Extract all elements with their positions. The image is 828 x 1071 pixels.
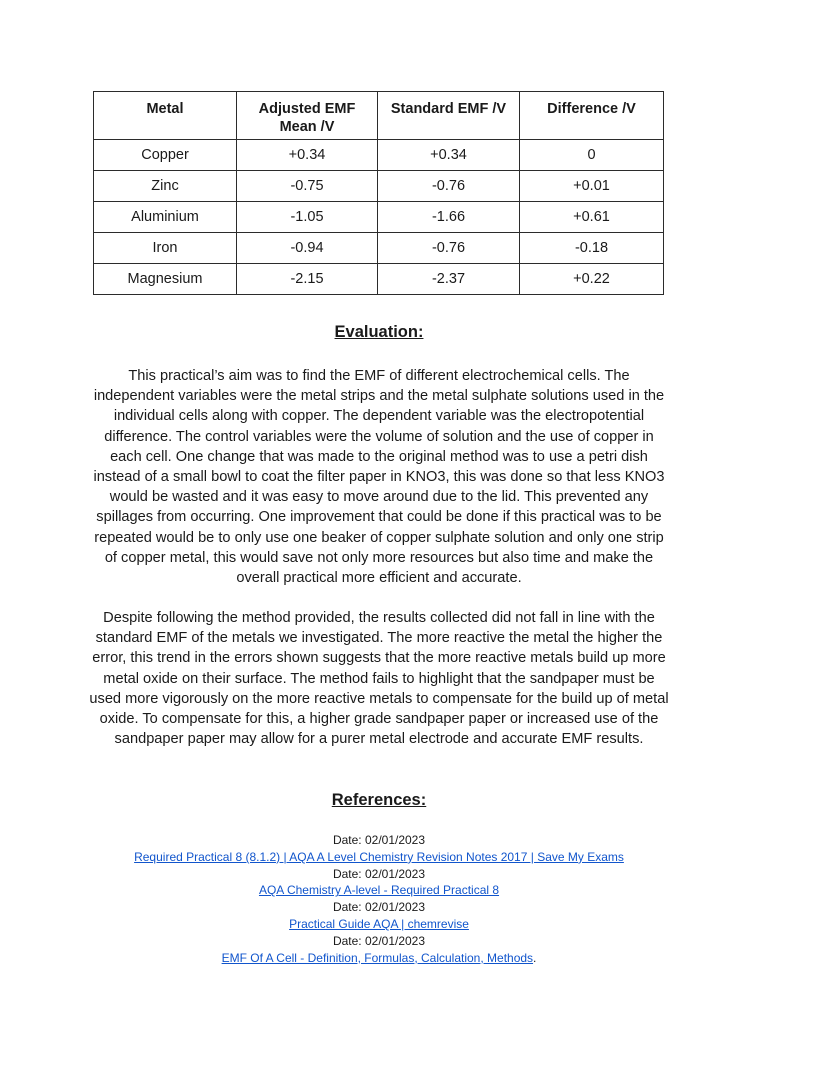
table-row	[94, 233, 664, 264]
reference-link-save-my-exams[interactable]: Required Practical 8 (8.1.2) | AQA A Level Chemistry Revision Notes 2017 | Save My Exams	[134, 849, 624, 864]
cell-adjusted-emf: -0.94	[237, 233, 378, 264]
cell-standard-emf: -0.76	[378, 171, 520, 202]
evaluation-paragraph-1: This practical’s aim was to find the EMF of different electrochemical cells. The independent variables were the metal strips and the metal sulphate solutions used in the individual cells along with copper. The dependent variable was the electropotential difference. The control variables were the volume of solution and the use of copper in each cell. One change that was made to the original method was to use a petri dish instead of a small bowl to coat the filter paper in KNO3, this was done so that less KNO3 would be wasted and it was easy to move around due to the lid. This prevented any spillages from occurring. One improvement that could be done if this practical was to be repeated would be to only use one beaker of copper sulphate solution and only one strip of copper metal, this would save not only more resources but also time and make the overall practical more efficient and accurate.	[93, 368, 665, 587]
header-standard-emf: Standard EMF /V	[378, 92, 520, 140]
cell-adjusted-emf: -2.15	[237, 264, 378, 295]
cell-difference: 0	[520, 140, 664, 171]
cell-adjusted-emf: -0.75	[237, 171, 378, 202]
cell-standard-emf: -0.76	[378, 233, 520, 264]
reference-date: Date: 02/01/2023	[332, 900, 426, 915]
reference-last-line	[0, 950, 758, 967]
evaluation-heading: Evaluation:	[334, 323, 424, 341]
cell-standard-emf: -2.37	[378, 264, 520, 295]
cell-metal: Iron	[94, 233, 237, 264]
cell-difference: +0.22	[520, 264, 664, 295]
reference-date: Date: 02/01/2023	[332, 933, 426, 948]
cell-metal: Magnesium	[94, 264, 237, 295]
reference-date: Date: 02/01/2023	[332, 833, 426, 847]
cell-metal: Aluminium	[94, 202, 237, 233]
references-heading: References:	[331, 791, 427, 809]
reference-period: .	[533, 950, 537, 965]
table-row	[94, 264, 664, 295]
evaluation-paragraph-2: Despite following the method provided, the results collected did not fall in line with the standard EMF of the metals we investigated. The more reactive the metal the higher the error, this trend in the errors shown suggests that the more reactive metals build up more metal oxide on their surface. The method fails to highlight that the sandpaper must be used more vigorously on the more reactive metals to compensate for the build up of metal oxide. To compensate for this, a higher grade sandpaper paper or increased use of the sandpaper paper may allow for a purer metal electrode and accurate EMF results.	[89, 610, 669, 748]
cell-standard-emf: -1.66	[378, 202, 520, 233]
reference-link-emf-of-a-cell[interactable]: EMF Of A Cell - Definition, Formulas, Calculation, Methods	[221, 950, 534, 965]
header-difference: Difference /V	[520, 92, 664, 140]
cell-difference: +0.01	[520, 171, 664, 202]
reference-link-aqa-required-practical[interactable]: AQA Chemistry A-level - Required Practical 8	[258, 883, 500, 898]
cell-difference: +0.61	[520, 202, 664, 233]
header-adjusted-emf: Adjusted EMF Mean /V	[237, 92, 378, 140]
table-row	[94, 202, 664, 233]
cell-difference: -0.18	[520, 233, 664, 264]
results-table	[93, 91, 664, 295]
reference-date: Date: 02/01/2023	[332, 866, 426, 881]
cell-adjusted-emf: -1.05	[237, 202, 378, 233]
references-list	[0, 832, 758, 966]
cell-metal: Copper	[94, 140, 237, 171]
table-header-row	[94, 92, 664, 140]
cell-standard-emf: +0.34	[378, 140, 520, 171]
header-metal: Metal	[94, 92, 237, 140]
table-row	[94, 140, 664, 171]
cell-metal: Zinc	[94, 171, 237, 202]
reference-link-chemrevise[interactable]: Practical Guide AQA | chemrevise	[289, 916, 469, 931]
cell-adjusted-emf: +0.34	[237, 140, 378, 171]
table-row	[94, 171, 664, 202]
